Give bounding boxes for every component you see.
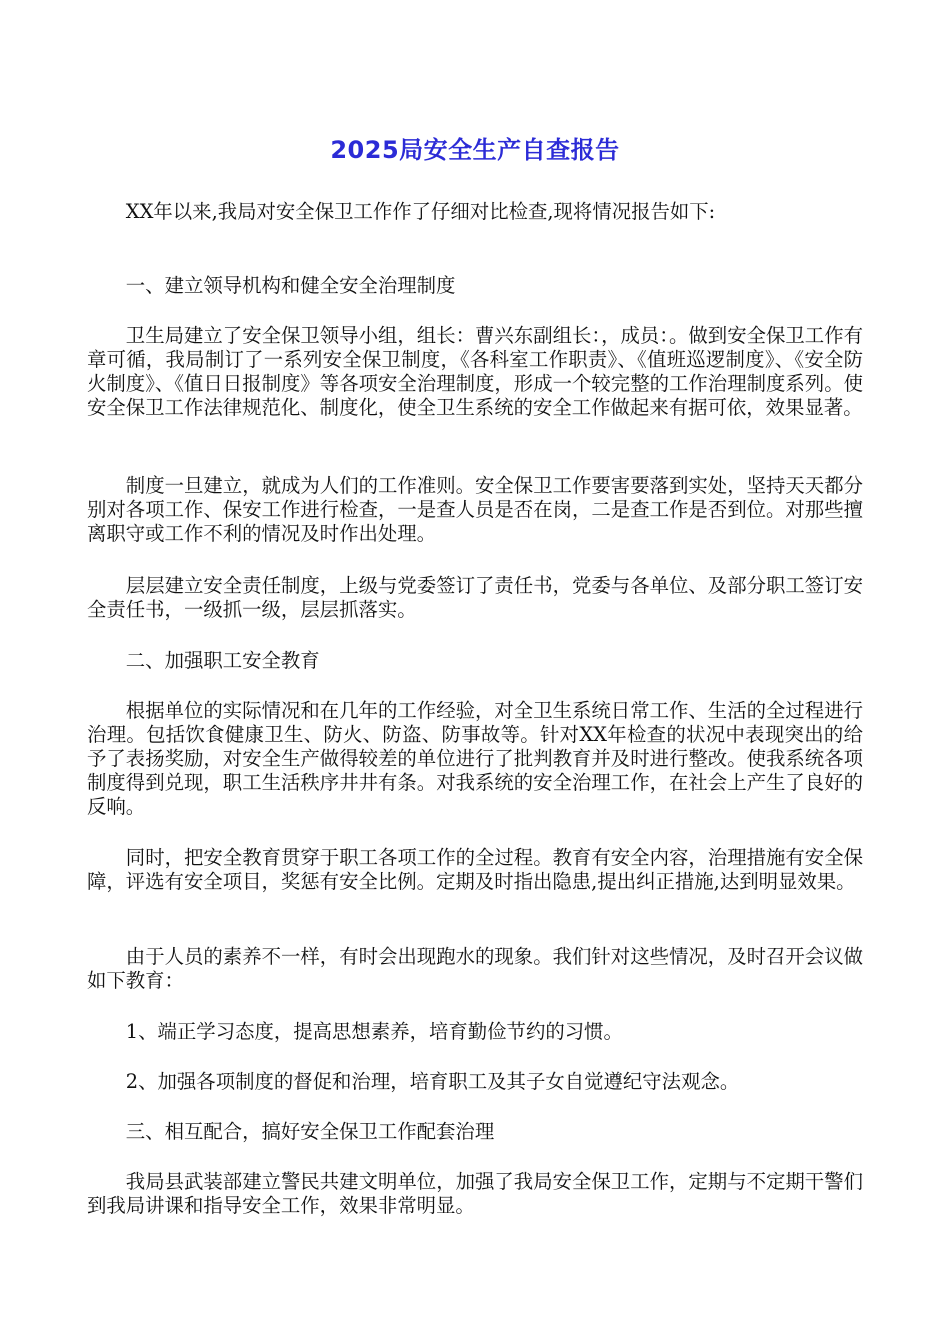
intro-paragraph: XX年以来,我局对安全保卫工作作了仔细对比检查,现将情况报告如下: [125, 200, 716, 223]
list-item: 1、端正学习态度，提高思想素养，培育勤俭节约的习惯。 [125, 1020, 623, 1043]
body-paragraph: 我局县武装部建立警民共建文明单位，加强了我局安全保卫工作，定期与不定期干警们到我局讲课和指导安全工作，效果非常明显。 [87, 1170, 863, 1217]
document-title: 2025局安全生产自查报告 [330, 136, 620, 164]
body-paragraph: 卫生局建立了安全保卫领导小组，组长：曹兴东副组长：，成员：。做到安全保卫工作有章可循，我局制订了一系列安全保卫制度，《各科室工作职责》、《值班巡逻制度》、《安全防火制度》、《值日日报制度》等各项安全治理制度，形成一个较完整的工作治理制度系列。使安全保卫工作法律规范化、制度化，使全卫生系统的安全工作做起来有据可依，效果显著。 [87, 324, 863, 419]
list-item: 2、加强各项制度的督促和治理，培育职工及其子女自觉遵纪守法观念。 [125, 1070, 740, 1093]
body-paragraph: 根据单位的实际情况和在几年的工作经验，对全卫生系统日常工作、生活的全过程进行治理。包括饮食健康卫生、防火、防盗、防事故等。针对XX年检查的状况中表现突出的给予了表扬奖励，对安全生产做得较差的单位进行了批判教育并及时进行整改。使我系统各项制度得到兑现，职工生活秩序井井有条。对我系统的安全治理工作，在社会上产生了良好的反响。 [87, 699, 863, 818]
body-paragraph: 同时，把安全教育贯穿于职工各项工作的全过程。教育有安全内容，治理措施有安全保障，评选有安全项目，奖惩有安全比例。定期及时指出隐患,提出纠正措施,达到明显效果。 [87, 846, 863, 893]
body-paragraph: 层层建立安全责任制度，上级与党委签订了责任书，党委与各单位、及部分职工签订安全责任书，一级抓一级，层层抓落实。 [87, 574, 863, 621]
section-heading-1: 一、建立领导机构和健全安全治理制度 [125, 274, 456, 297]
body-paragraph: 制度一旦建立，就成为人们的工作准则。安全保卫工作要害要落到实处，坚持天天都分别对各项工作、保安工作进行检查，一是查人员是否在岗，二是查工作是否到位。对那些擅离职守或工作不利的情况及时作出处理。 [87, 474, 863, 545]
section-heading-3: 三、相互配合，搞好安全保卫工作配套治理 [125, 1120, 495, 1143]
section-heading-2: 二、加强职工安全教育 [125, 649, 320, 672]
body-paragraph: 由于人员的素养不一样，有时会出现跑水的现象。我们针对这些情况，及时召开会议做如下教育： [87, 945, 863, 992]
